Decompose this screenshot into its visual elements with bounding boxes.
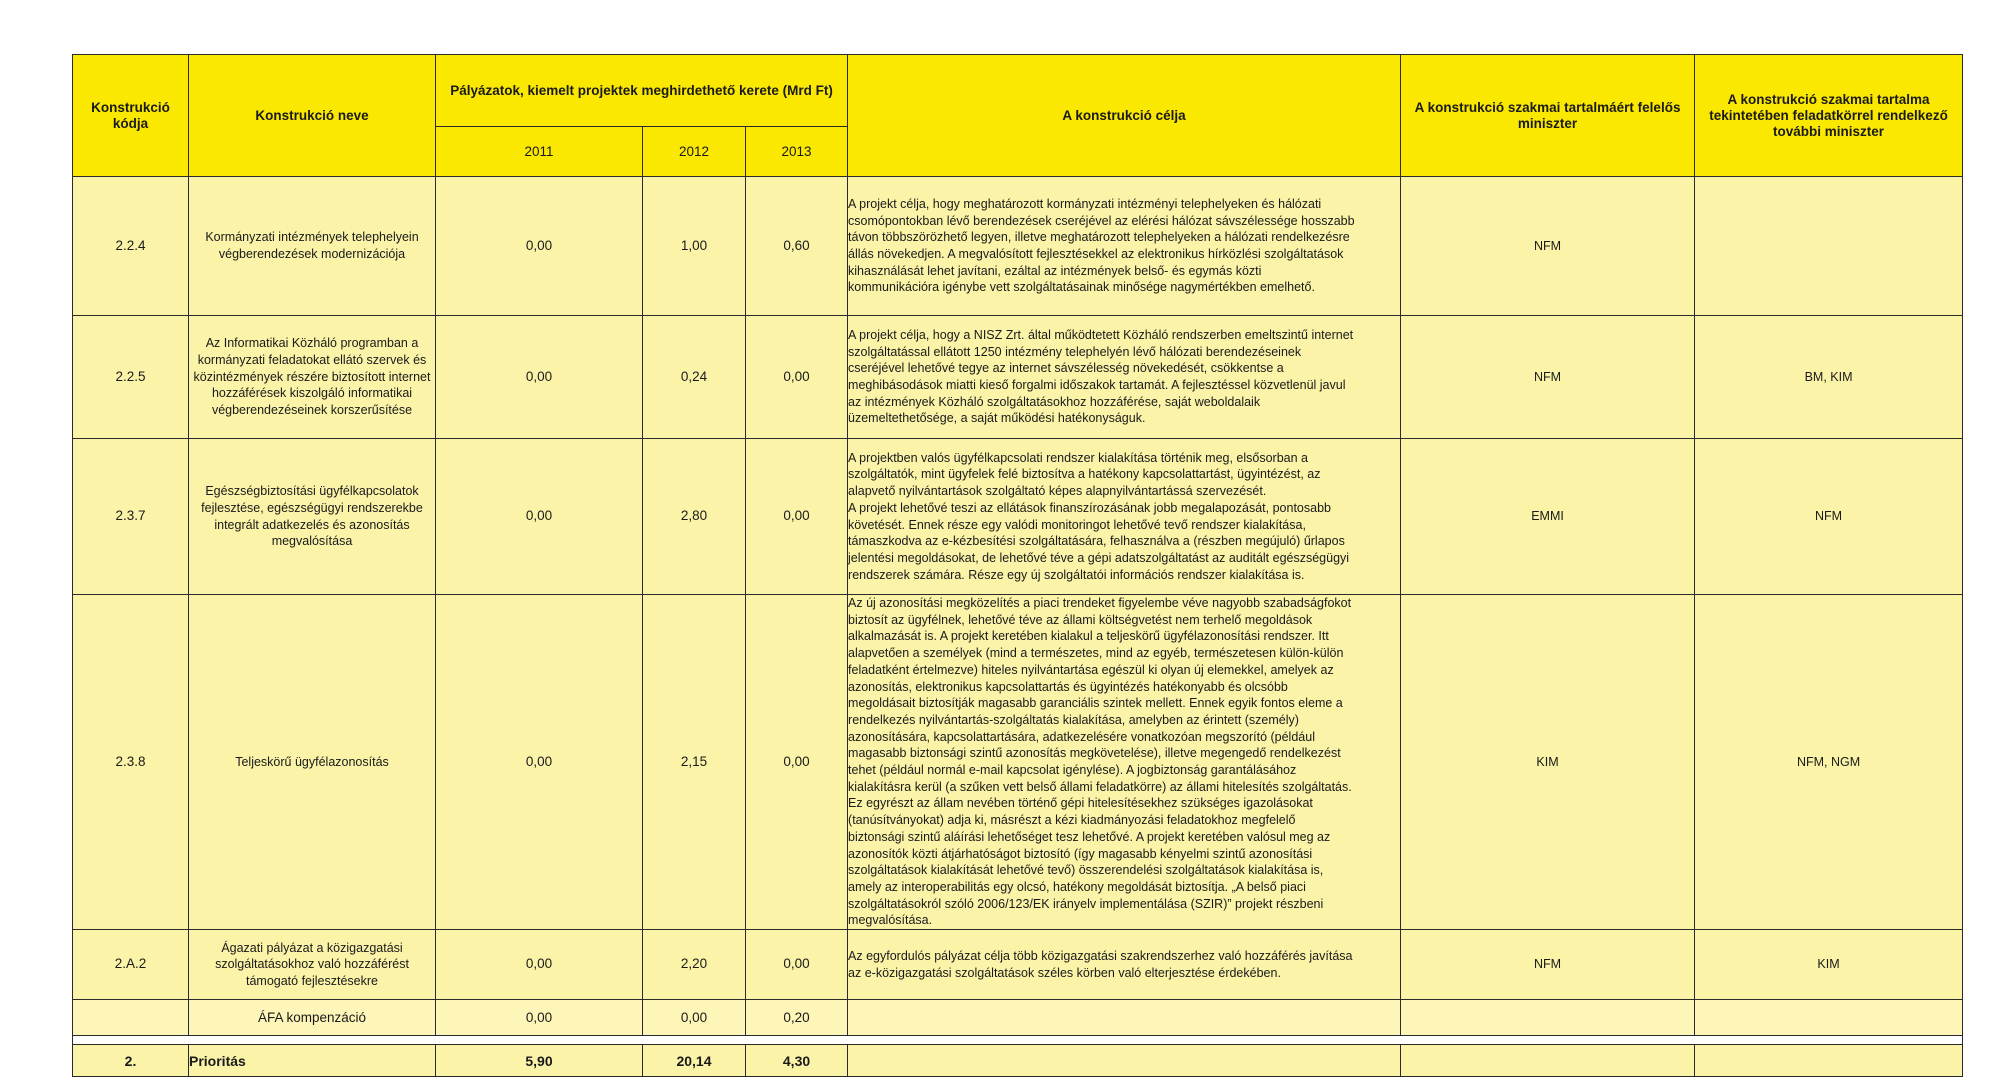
row-code: 2.A.2	[73, 930, 189, 1000]
header-minister: A konstrukció szakmai tartalmáért felelős miniszter	[1401, 55, 1695, 177]
table-row	[73, 930, 1963, 1000]
row-value-2013: 0,00	[746, 439, 848, 595]
row-value-2013: 0,00	[746, 595, 848, 930]
row-goal: Az új azonosítási megközelítés a piaci trendeket figyelembe véve nagyobb szabadságfokot biztosít az ügyfélnek, lehetővé téve az állami költségvetést nem terhelő megoldások alkalmazását is. A projekt keretében kialakul a teljeskörű ügyfélazonosítási rendszer. Itt alapvetően a személyek (mind a természetes, mind az egyéb, természetesen külön-külön feladatként értelmezve) hiteles nyilvántartása egészül ki olyan új elemekkel, amelyek az azonosítás, elektronikus kapcsolattartás és ügyintézés hatékonyabb és olcsóbb megoldásait biztosítják magasabb garanciális szintek mellett. Ennek egyik fontos eleme a rendelkezés nyilvántartás-szolgáltatás kialakítása, amelyben az érintett (személy) azonosítására, kapcsolattartására, adatkezelésére vonatkozóan megszorító (például magasabb biztonsági szintű azonosítás megkövetelése), illetve megengedő rendelkezést tehet (például normál e-mail kapcsolat igénylése). A jogbiztonság garantálásához kialakításra kerül (a szűken vett belső állami feladatkörre) az állami hitelesítés szolgáltatás. Ez egyrészt az állam nevében történő gépi hitelesítésekhez szükséges igazolásokat (tanúsítványokat) adja ki, másrészt a kézi kiadmányozási feladatokhoz megfelelő biztonsági szintű aláírási lehetőséget tesz lehetővé. A projekt keretében valósul meg az azonosítók közti átjárhatóságot biztosító (így magasabb kényelmi szintű azonosítási szolgáltatások kialakítását lehetővé tevő) összerendelési szolgáltatások kialakítása is, amely az interoperabilitás egy olcsó, hatékony megoldását biztosítja. „A belső piaci szolgáltatásokról szóló 2006/123/EK irányelv implementálása (SZIR)” projekt részbeni megvalósítása.	[848, 595, 1401, 930]
priority-row	[73, 1045, 1963, 1077]
row-value-2011: 0,00	[436, 316, 643, 439]
priority-other-minister	[1695, 1045, 1963, 1077]
row-other-minister: NFM	[1695, 439, 1963, 595]
row-value-2012: 1,00	[643, 177, 746, 316]
header-other-minister: A konstrukció szakmai tartalma tekintetében feladatkörrel rendelkező további miniszter	[1695, 55, 1963, 177]
priority-name: Prioritás	[189, 1045, 436, 1077]
afa-goal	[848, 1000, 1401, 1036]
row-minister: NFM	[1401, 316, 1695, 439]
row-code: 2.3.8	[73, 595, 189, 930]
table-row	[73, 316, 1963, 439]
header-code: Konstrukció kódja	[73, 55, 189, 177]
afa-value-2012: 0,00	[643, 1000, 746, 1036]
row-goal: A projektben valós ügyfélkapcsolati rendszer kialakítása történik meg, elsősorban a szolgáltatók, mint ügyfelek felé biztosítva a hatékony kapcsolattartást, ügyintézést, az alapvető nyilvántartások szolgáltató képes alapnyilvántartássá szervezését. A projekt lehetővé teszi az ellátások finanszírozásának jobb megalapozását, pontosabb követését. Ennek része egy valódi monitoringot lehetővé tevő rendszer kialakítása, támaszkodva az e-kézbesítési szolgáltatására, felhasználva a (részben megújuló) űrlapos jelentési megoldásokat, de lehetővé téve a gépi adatszolgáltatást az auditált egészségügyi rendszerek számára. Része egy új szolgáltatói információs rendszer kialakítása is.	[848, 439, 1401, 595]
afa-code	[73, 1000, 189, 1036]
afa-other-minister	[1695, 1000, 1963, 1036]
row-name: Kormányzati intézmények telephelyein végberendezések modernizációja	[189, 177, 436, 316]
row-other-minister: KIM	[1695, 930, 1963, 1000]
row-value-2011: 0,00	[436, 439, 643, 595]
row-value-2013: 0,60	[746, 177, 848, 316]
row-other-minister	[1695, 177, 1963, 316]
priority-value-2011: 5,90	[436, 1045, 643, 1077]
row-value-2011: 0,00	[436, 595, 643, 930]
row-goal: A projekt célja, hogy meghatározott kormányzati intézményi telephelyeken és hálózati csomópontokban lévő berendezések cseréjével az elérési hálózat sávszélessége hosszabb távon többszörözhető legyen, illetve meghatározott telephelyeken a hálózati rendelkezésre állás növekedjen. A megvalósított fejlesztésekkel az elektronikus hírközlési szolgáltatások kihasználását lehet javítani, ezáltal az intézmények belső- és egymás közti kommunikációra igénybe vett szolgáltatásainak minősége nagymértékben emelhető.	[848, 177, 1401, 316]
priority-minister	[1401, 1045, 1695, 1077]
row-value-2012: 2,15	[643, 595, 746, 930]
row-minister: EMMI	[1401, 439, 1695, 595]
header-goal: A konstrukció célja	[848, 55, 1401, 177]
row-value-2012: 2,80	[643, 439, 746, 595]
row-value-2012: 0,24	[643, 316, 746, 439]
spacer-cell	[73, 1036, 1963, 1045]
row-minister: KIM	[1401, 595, 1695, 930]
afa-minister	[1401, 1000, 1695, 1036]
row-name: Ágazati pályázat a közigazgatási szolgáltatásokhoz való hozzáférést támogató fejlesztésekre	[189, 930, 436, 1000]
spacer-row	[73, 1036, 1963, 1045]
row-goal: Az egyfordulós pályázat célja több közigazgatási szakrendszerhez való hozzáférés javítása az e-közigazgatási szolgáltatások széles körben való elterjesztése érdekében.	[848, 930, 1401, 1000]
priority-value-2012: 20,14	[643, 1045, 746, 1077]
priority-code: 2.	[73, 1045, 189, 1077]
header-year-2012: 2012	[643, 127, 746, 177]
header-budget: Pályázatok, kiemelt projektek meghirdethető kerete (Mrd Ft)	[436, 55, 848, 127]
afa-name: ÁFA kompenzáció	[189, 1000, 436, 1036]
row-value-2013: 0,00	[746, 316, 848, 439]
priority-goal	[848, 1045, 1401, 1077]
row-value-2013: 0,00	[746, 930, 848, 1000]
row-value-2011: 0,00	[436, 930, 643, 1000]
row-value-2012: 2,20	[643, 930, 746, 1000]
row-code: 2.2.5	[73, 316, 189, 439]
construction-table	[72, 54, 1963, 1077]
row-code: 2.3.7	[73, 439, 189, 595]
afa-value-2011: 0,00	[436, 1000, 643, 1036]
header-year-2011: 2011	[436, 127, 643, 177]
row-goal: A projekt célja, hogy a NISZ Zrt. által működtetett Közháló rendszerben emeltszintű internet szolgáltatással ellátott 1250 intézmény telephelyén lévő hálózati berendezéseinek cseréjével lehetővé tegye az internet sávszélesség növekedését, csökkentse a meghibásodások miatti kieső forgalmi időszakok tartamát. A fejlesztéssel közvetlenül javul az intézmények Közháló szolgáltatásokhoz hozzáférése, saját weboldalaik üzemeltethetősége, a saját működési hatékonyságuk.	[848, 316, 1401, 439]
table-row	[73, 439, 1963, 595]
table-row	[73, 595, 1963, 930]
table-row	[73, 177, 1963, 316]
priority-value-2013: 4,30	[746, 1045, 848, 1077]
row-value-2011: 0,00	[436, 177, 643, 316]
row-name: Az Informatikai Közháló programban a kormányzati feladatokat ellátó szervek és közintézmények részére biztosított internet hozzáférések kiszolgáló informatikai végberendezéseinek korszerűsítése	[189, 316, 436, 439]
row-name: Teljeskörű ügyfélazonosítás	[189, 595, 436, 930]
row-minister: NFM	[1401, 930, 1695, 1000]
row-minister: NFM	[1401, 177, 1695, 316]
afa-row	[73, 1000, 1963, 1036]
header-year-2013: 2013	[746, 127, 848, 177]
row-other-minister: BM, KIM	[1695, 316, 1963, 439]
row-code: 2.2.4	[73, 177, 189, 316]
row-other-minister: NFM, NGM	[1695, 595, 1963, 930]
row-name: Egészségbiztosítási ügyfélkapcsolatok fejlesztése, egészségügyi rendszerekbe integrált adatkezelés és azonosítás megvalósítása	[189, 439, 436, 595]
afa-value-2013: 0,20	[746, 1000, 848, 1036]
header-name: Konstrukció neve	[189, 55, 436, 177]
